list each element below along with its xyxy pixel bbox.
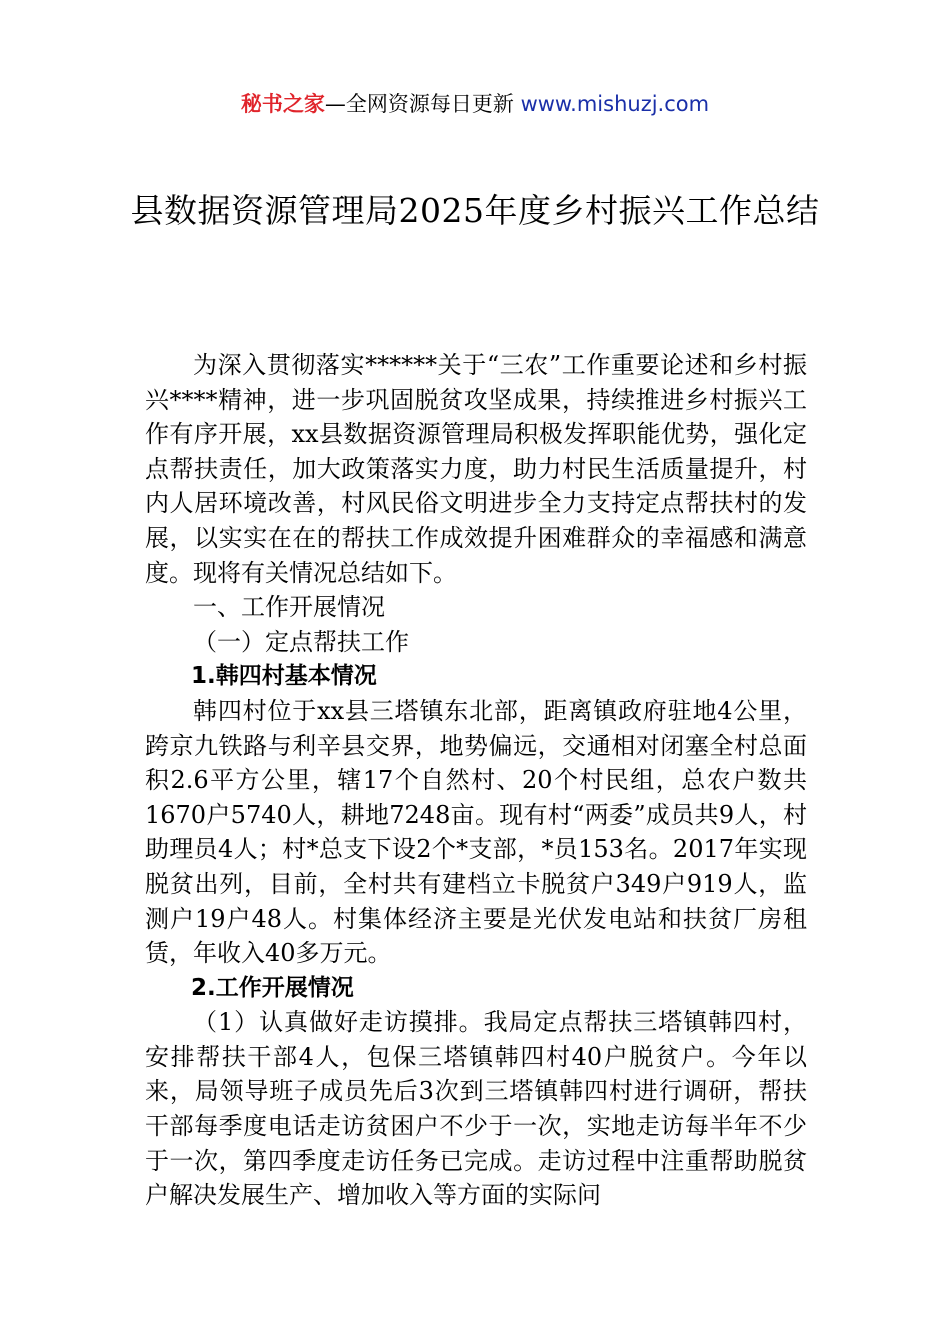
site-tagline: —全网资源每日更新 <box>324 92 521 116</box>
item-heading-village-info: 1.韩四村基本情况 <box>191 663 377 690</box>
item-heading-work: 2.工作开展情况 <box>191 974 354 1001</box>
document-body <box>145 348 807 1213</box>
village-info-paragraph: 韩四村位于xx县三塔镇东北部，距离镇政府驻地4公里，跨京九铁路与利辛县交界，地势偏远，交通相对闭塞全村总面积2.6平方公里，辖17个自然村、20个村民组，总农户数共1670户5740人，耕地7248亩。现有村“两委”成员共9人，村助理员4人；村*总支下设2个*支部，*员153名。2017年实现脱贫出列，目前，全村共有建档立卡脱贫户349户919人，监测户19户48人。村集体经济主要是光伏发电站和扶贫厂房租赁，年收入40多万元。 <box>145 696 807 968</box>
work-paragraph: （1）认真做好走访摸排。我局定点帮扶三塔镇韩四村，安排帮扶干部4人，包保三塔镇韩四村40户脱贫户。今年以来，局领导班子成员先后3次到三塔镇韩四村进行调研，帮扶干部每季度电话走访贫困户不少于一次，实地走访每半年不少于一次，第四季度走访任务已完成。走访过程中注重帮助脱贫户解决发展生产、增加收入等方面的实际问 <box>145 1008 807 1210</box>
site-url-link[interactable]: www.mishuzj.com <box>520 92 710 116</box>
intro-paragraph: 为深入贯彻落实******关于“三农”工作重要论述和乡村振兴****精神，进一步巩固脱贫攻坚成果，持续推进乡村振兴工作有序开展，xx县数据资源管理局积极发挥职能优势，强化定点帮扶责任，加大政策落实力度，助力村民生活质量提升，村内人居环境改善，村风民俗文明进步全力支持定点帮扶村的发展，以实实在在的帮扶工作成效提升困难群众的幸福感和满意度。现将有关情况总结如下。 <box>145 351 807 587</box>
subsection-heading: （一）定点帮扶工作 <box>193 627 409 656</box>
site-brand: 秘书之家 <box>240 92 325 116</box>
document-title: 县数据资源管理局2025年度乡村振兴工作总结 <box>130 191 820 230</box>
site-header <box>0 88 950 120</box>
section-heading: 一、工作开展情况 <box>193 593 385 622</box>
